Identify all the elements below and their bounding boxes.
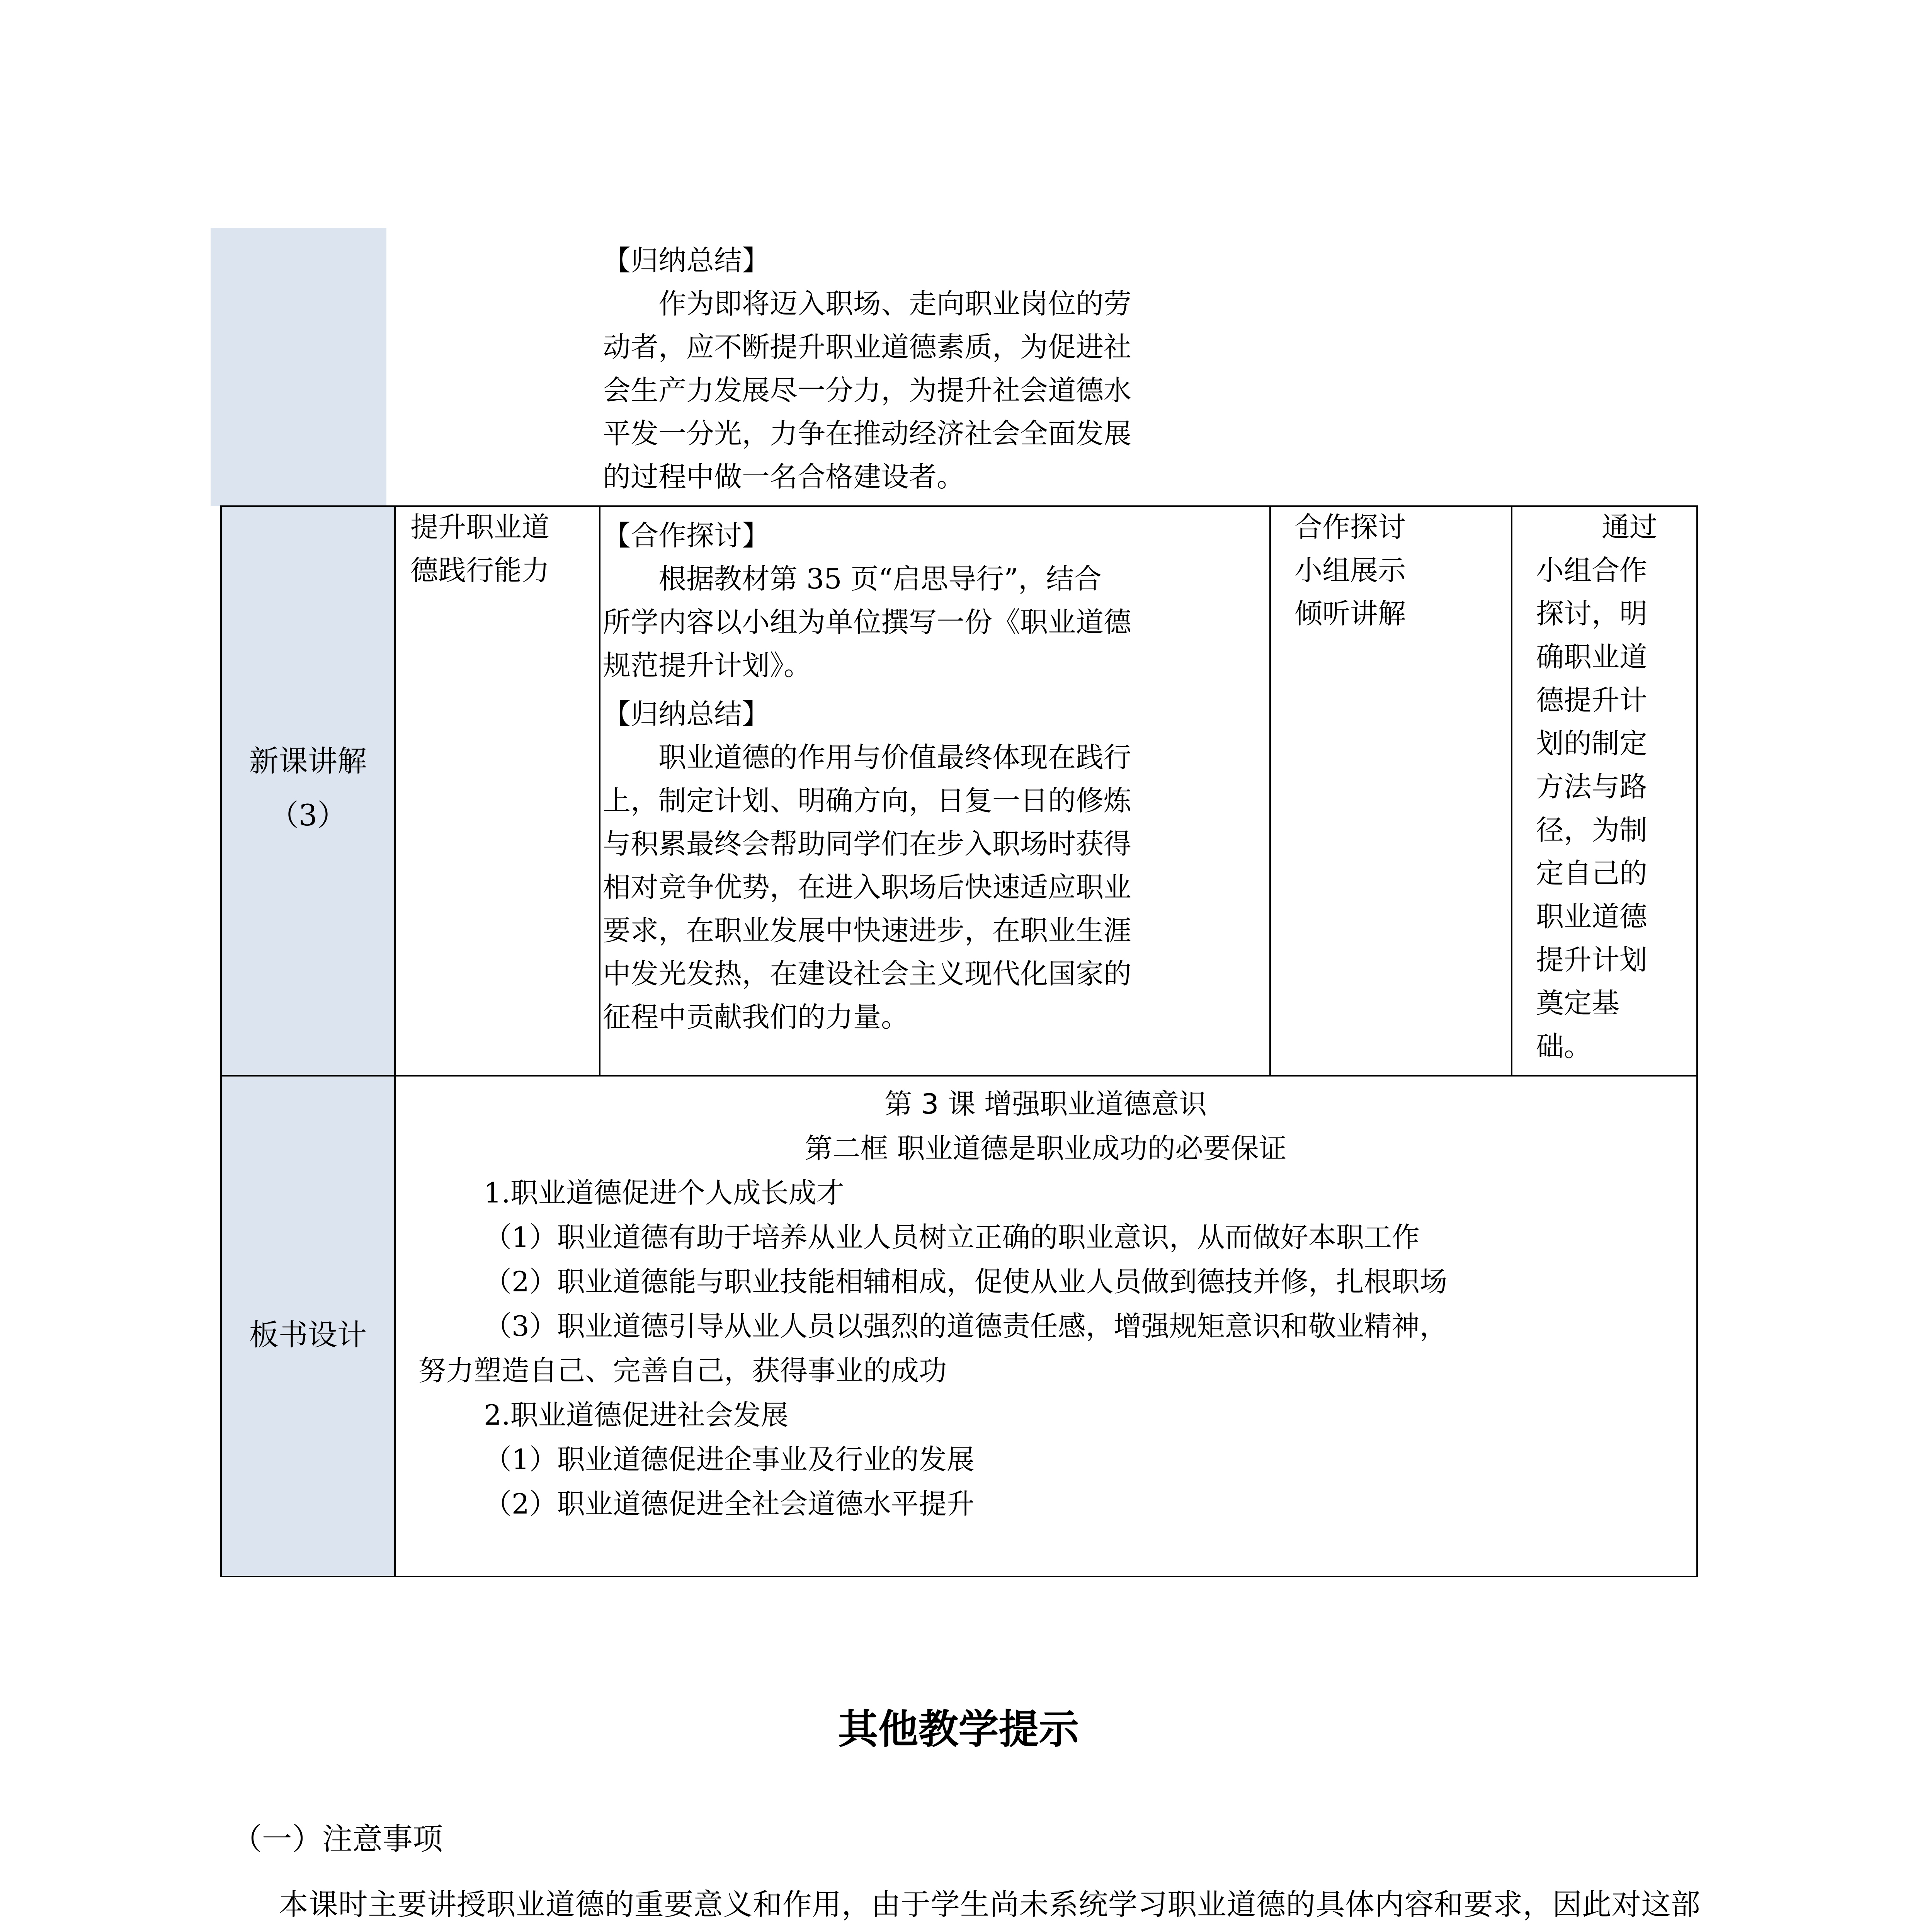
top-summary-line: 动者，应不断提升职业道德素质，为促进社 — [603, 331, 1132, 363]
purpose-line: 职业道德 — [1536, 900, 1648, 933]
board-title-lesson: 第 3 课 增强职业道德意识 — [884, 1088, 1207, 1120]
section3-topic — [410, 505, 592, 592]
purpose-line: 确职业道 — [1536, 641, 1648, 673]
top-summary-line: 会生产力发展尽一分力，为提升社会道德水 — [603, 374, 1132, 406]
board-line: （2）职业道德能与职业技能相辅相成，促使从业人员做到德技并修，扎根职场 — [484, 1265, 1448, 1298]
board-line: （1）职业道德有助于培养从业人员树立正确的职业意识，从而做好本职工作 — [484, 1221, 1420, 1253]
purpose-line: 径，为制 — [1536, 814, 1648, 846]
purpose-line: 探讨，明 — [1536, 597, 1648, 630]
content-line: 相对竞争优势，在进入职场后快速适应职业 — [603, 871, 1132, 903]
board-line: 2.职业道德促进社会发展 — [484, 1399, 789, 1431]
table-border — [599, 505, 600, 1077]
top-summary-heading: 【归纳总结】 — [603, 244, 770, 277]
top-summary-line: 平发一分光，力争在推动经济社会全面发展 — [603, 417, 1132, 450]
purpose-line: 德提升计 — [1536, 684, 1648, 716]
purpose-line: 小组合作 — [1536, 554, 1648, 587]
table-border — [1269, 505, 1271, 1077]
top-label-cell — [211, 228, 386, 506]
content-line: 所学内容以小组为单位撰写一份《职业道德 — [603, 606, 1132, 638]
tips-notes-paragraph: 本课时主要讲授职业道德的重要意义和作用，由于学生尚未系统学习职业道德的具体内容和要求，因此对这部 — [279, 1887, 1700, 1922]
board-line: 1.职业道德促进个人成长成才 — [484, 1177, 844, 1209]
section3-label-text: 新课讲解 — [249, 744, 367, 778]
purpose-line: 方法与路 — [1536, 770, 1648, 803]
top-summary-block — [603, 239, 1264, 498]
purpose-line: 奠定基 — [1536, 987, 1620, 1019]
content-line: 上，制定计划、明确方向，日复一日的修炼 — [603, 784, 1132, 817]
tips-subheading-notes: （一）注意事项 — [232, 1822, 443, 1857]
table-border — [220, 505, 222, 1577]
board-content — [395, 1082, 1696, 1526]
section3-label — [221, 734, 395, 842]
topic-line: 提升职业道 — [410, 511, 550, 543]
method-item: 倾听讲解 — [1294, 597, 1406, 630]
content-line: 根据教材第 35 页“启思导行”，结合 — [658, 563, 1102, 595]
section3-methods — [1294, 505, 1505, 635]
board-line: （2）职业道德促进全社会道德水平提升 — [484, 1488, 975, 1520]
section3-number: （3） — [269, 798, 347, 832]
content-line: 中发光发热，在建设社会主义现代化国家的 — [603, 957, 1132, 990]
board-line: （3）职业道德引导从业人员以强烈的道德责任感，增强规矩意识和敬业精神， — [484, 1310, 1448, 1342]
content-line: 征程中贡献我们的力量。 — [603, 1001, 909, 1033]
table-border — [220, 1075, 1698, 1077]
board-line: （1）职业道德促进企事业及行业的发展 — [484, 1443, 975, 1476]
section3-purpose — [1536, 505, 1694, 1068]
summary-heading: 【归纳总结】 — [603, 698, 770, 730]
table-border — [1696, 505, 1698, 1577]
table-border — [220, 1576, 1698, 1577]
content-line: 与积累最终会帮助同学们在步入职场时获得 — [603, 828, 1132, 860]
tips-title: 其他教学提示 — [838, 1706, 1079, 1753]
board-title-frame: 第二框 职业道德是职业成功的必要保证 — [805, 1132, 1287, 1165]
top-summary-line: 的过程中做一名合格建设者。 — [603, 461, 965, 493]
purpose-line: 础。 — [1536, 1030, 1592, 1063]
purpose-line: 划的制定 — [1536, 727, 1648, 760]
topic-line: 德践行能力 — [410, 554, 550, 587]
method-item: 小组展示 — [1294, 554, 1406, 587]
purpose-line: 通过 — [1602, 511, 1658, 543]
method-item: 合作探讨 — [1294, 511, 1406, 543]
board-label: 板书设计 — [249, 1318, 367, 1352]
top-summary-line: 作为即将迈入职场、走向职业岗位的劳 — [658, 287, 1132, 320]
section3-content — [603, 514, 1266, 1039]
purpose-line: 提升计划 — [1536, 944, 1648, 976]
content-line: 职业道德的作用与价值最终体现在践行 — [658, 741, 1132, 774]
table-border — [1511, 505, 1512, 1077]
purpose-line: 定自己的 — [1536, 857, 1648, 889]
board-line: 努力塑造自己、完善自己，获得事业的成功 — [418, 1354, 947, 1387]
content-line: 要求，在职业发展中快速进步，在职业生涯 — [603, 914, 1132, 947]
cooperation-heading: 【合作探讨】 — [603, 519, 770, 552]
content-line: 规范提升计划》。 — [603, 649, 812, 682]
